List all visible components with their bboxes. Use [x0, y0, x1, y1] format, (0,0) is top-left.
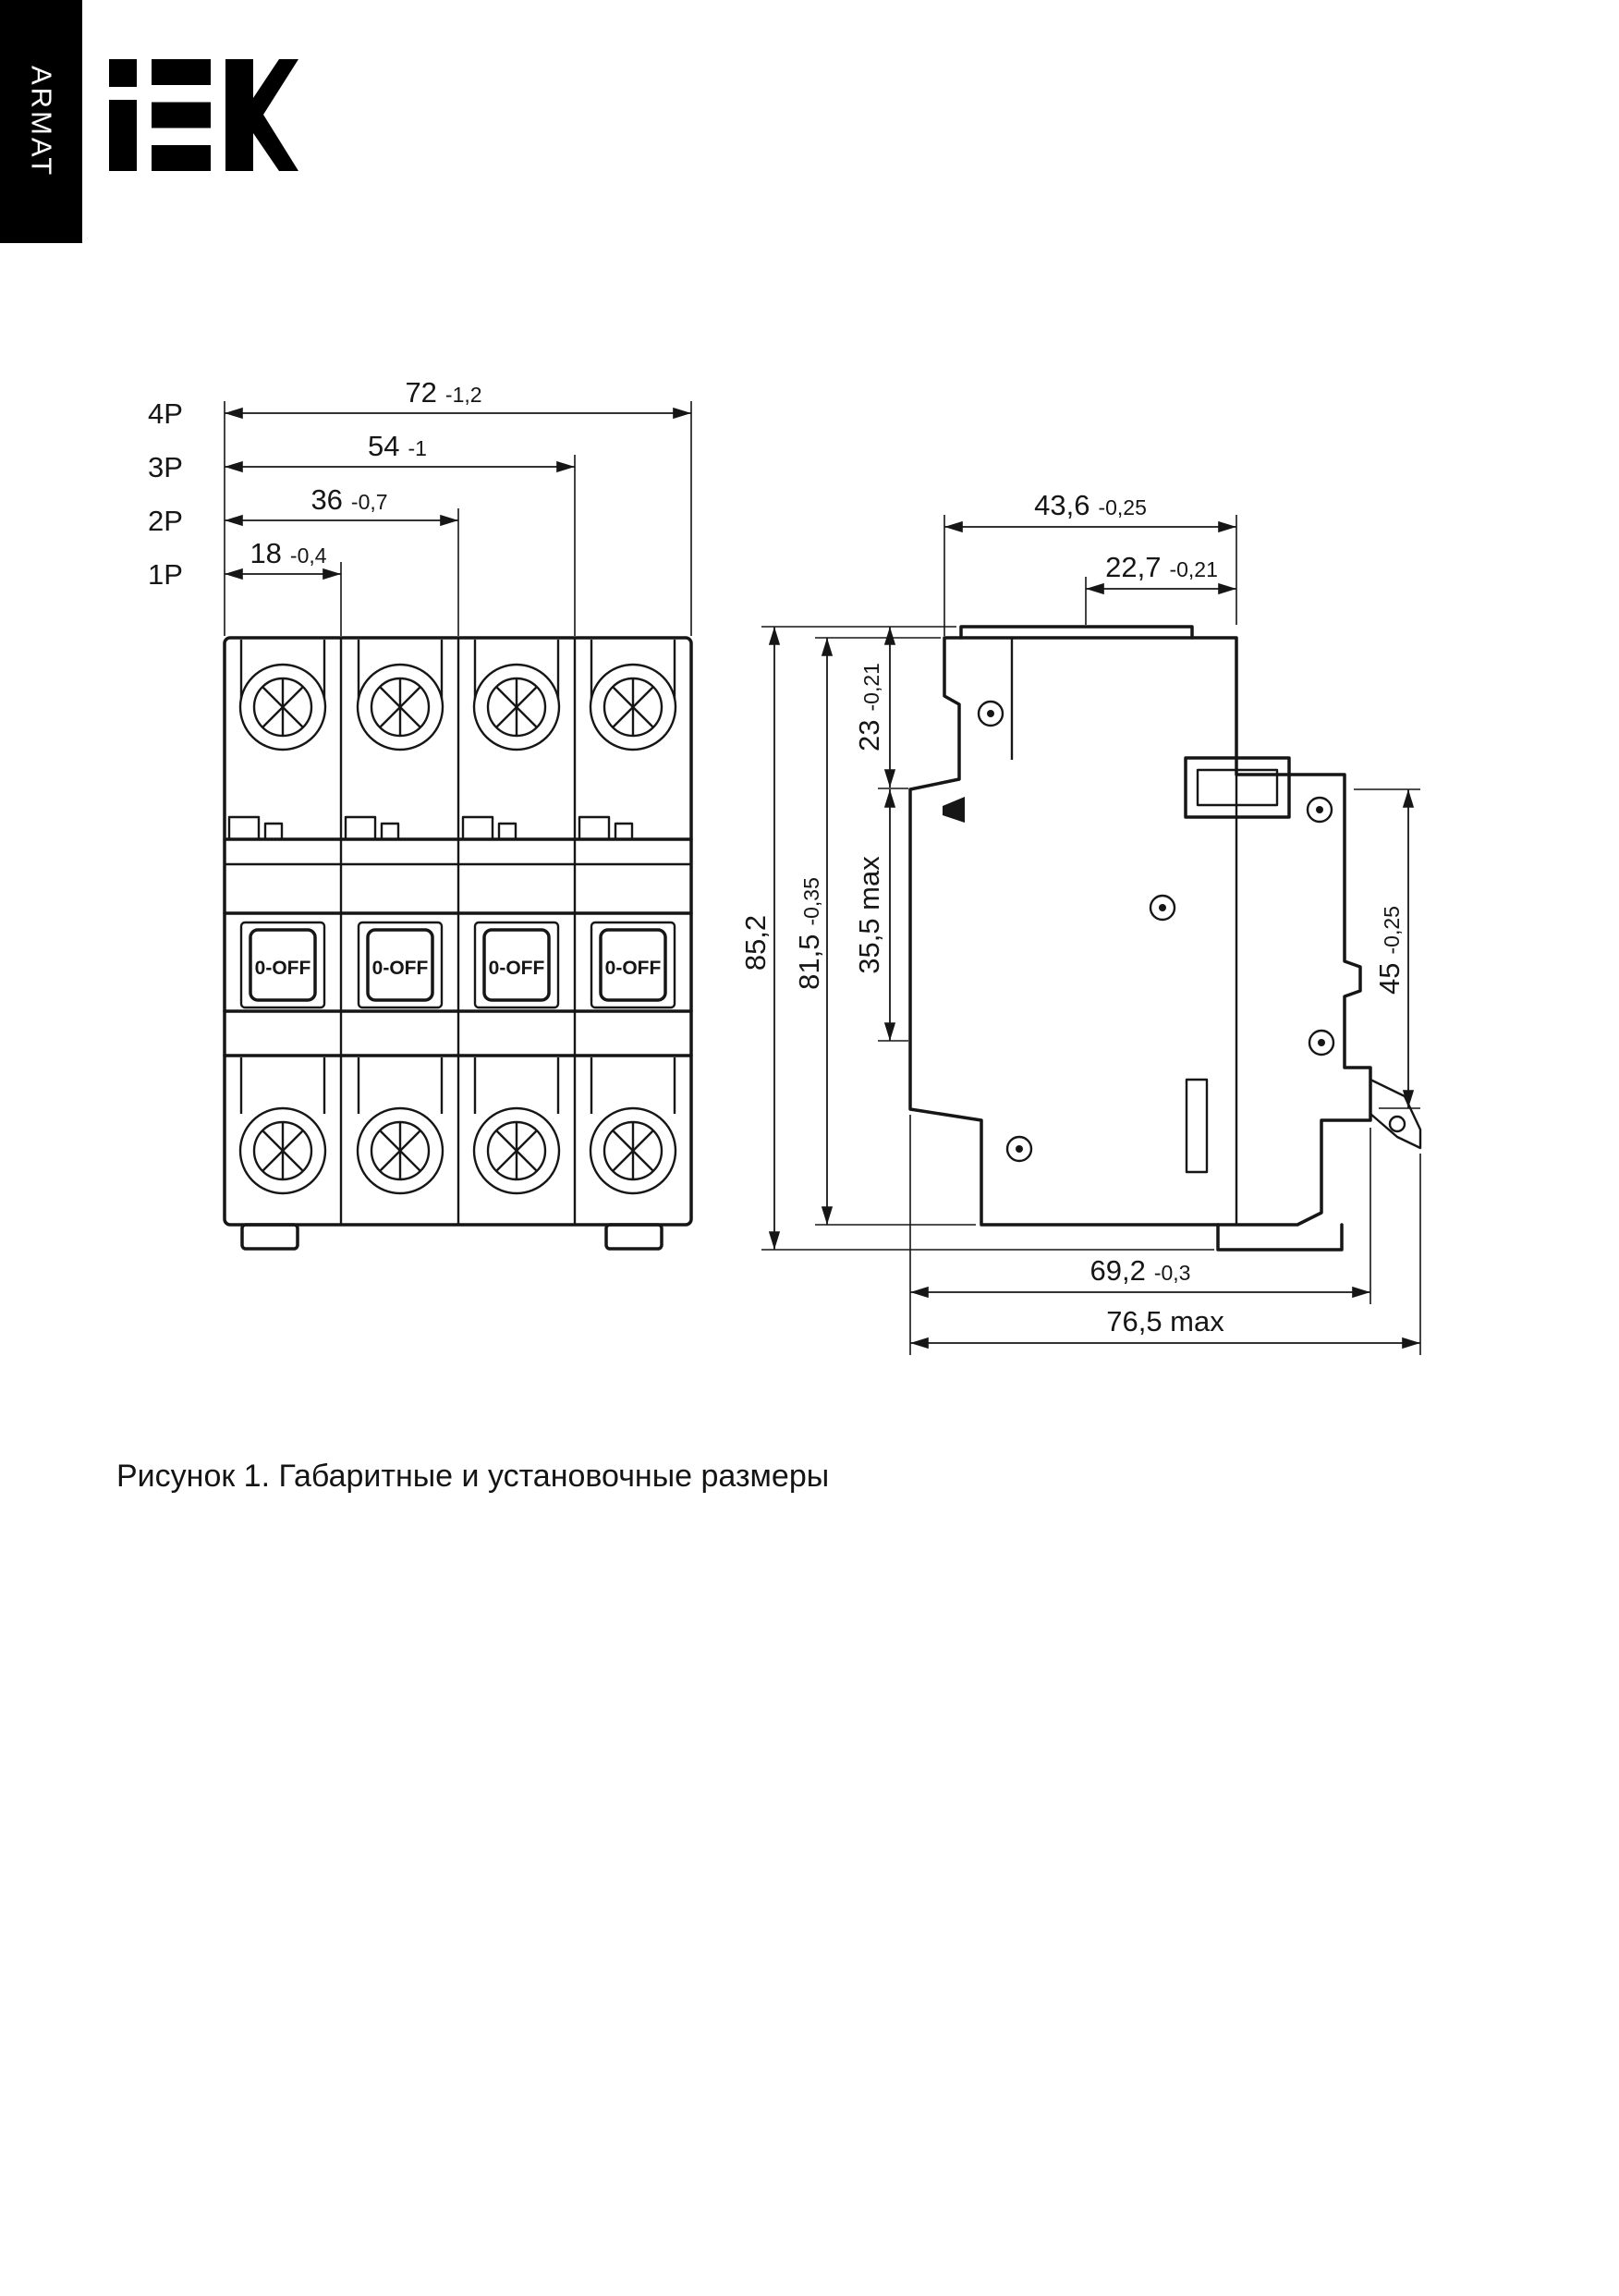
dim-text: 76,5 max — [1106, 1305, 1224, 1337]
front-extension-lines — [225, 401, 691, 636]
dim-4p — [148, 376, 691, 430]
din-clip-tail — [1370, 1080, 1420, 1148]
toggle-switch-1 — [241, 922, 324, 1008]
toggle-label: 0-OFF — [488, 958, 545, 979]
dim-text: 43,6 -0,25 — [1034, 489, 1147, 521]
din-clip-hole — [1390, 1117, 1405, 1131]
din-clip-slider — [1218, 1225, 1342, 1250]
dim-2p — [148, 483, 458, 537]
dim-text-1p: 18 -0,4 — [250, 537, 327, 569]
dim-text: 23-0,21 — [853, 663, 885, 751]
toggle-label: 0-OFF — [254, 958, 311, 979]
dim-text-4p: 72 -1,2 — [405, 376, 482, 409]
dim-text-3p: 54 -1 — [368, 430, 427, 462]
toggle-switch-3 — [475, 922, 558, 1008]
dim-text: 69,2 -0,3 — [1089, 1254, 1191, 1287]
pole-label-4p: 4P — [148, 397, 183, 430]
dim-text: 85,2 — [739, 914, 772, 971]
dim-top-offset — [853, 627, 908, 1041]
dim-text-2p: 36 -0,7 — [310, 483, 388, 516]
figure-caption: Рисунок 1. Габаритные и установочные размеры — [116, 1459, 830, 1494]
dim-text: 35,5 max — [853, 856, 885, 974]
pole-label-3p: 3P — [148, 451, 183, 483]
dim-width-back — [1086, 551, 1236, 625]
toggle-label: 0-OFF — [371, 958, 429, 979]
side-top-strip — [961, 627, 1192, 638]
dim-text: 45-0,25 — [1373, 906, 1406, 995]
dim-3p — [148, 430, 575, 483]
toggle-label: 0-OFF — [604, 958, 662, 979]
dim-1p — [148, 537, 341, 591]
side-view — [739, 489, 1420, 1355]
dim-front-depth-max — [853, 789, 890, 1041]
pole-label-1p: 1P — [148, 558, 183, 591]
toggle-switch-4 — [591, 922, 675, 1008]
toggle-switch-2 — [359, 922, 442, 1008]
side-body-outline — [910, 638, 1370, 1225]
brand-vertical-label: ARMAT — [25, 65, 58, 178]
dim-front-height — [1354, 789, 1420, 1108]
front-view — [148, 376, 691, 1249]
mounting-foot — [242, 1225, 298, 1249]
pole-label-2p: 2P — [148, 505, 183, 537]
dim-text: 22,7 -0,21 — [1105, 551, 1218, 583]
dim-text: 81,5-0,35 — [793, 877, 825, 990]
mounting-foot — [606, 1225, 662, 1249]
